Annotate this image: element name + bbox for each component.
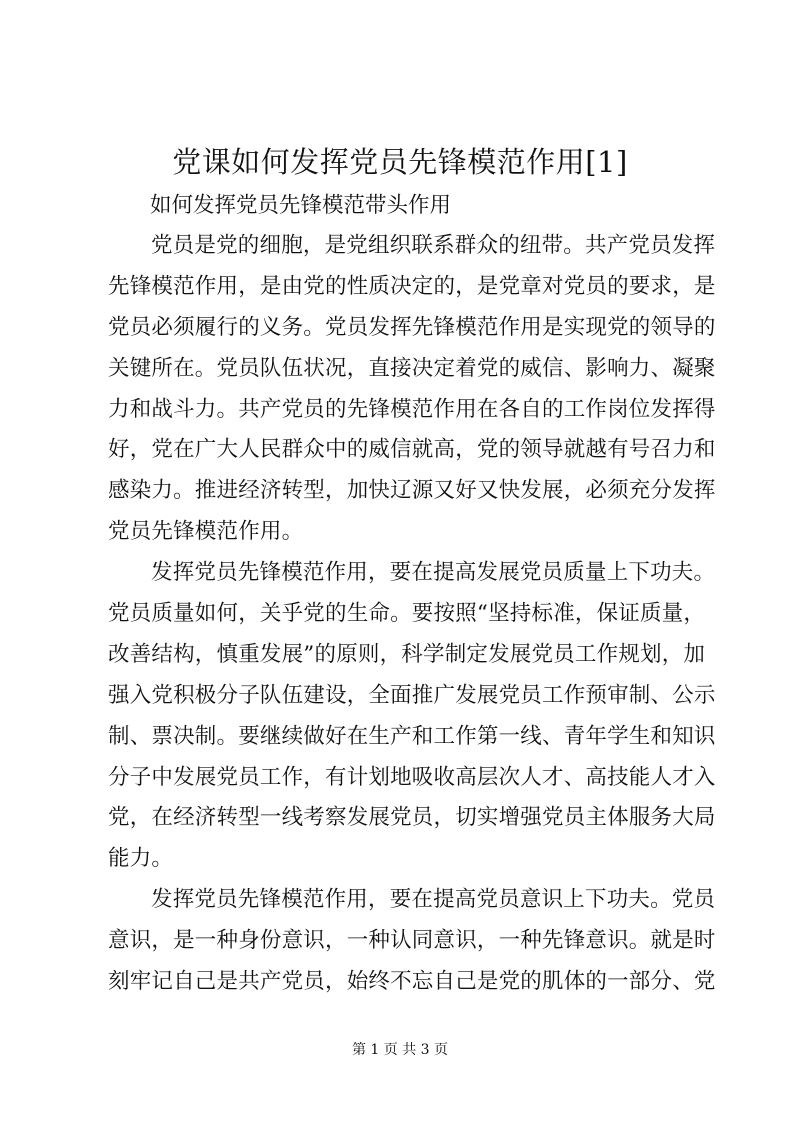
- paragraph-line: 党员必须履行的义务。党员发挥先锋模范作用是实现党的领导的: [108, 314, 716, 340]
- paragraph-line: 党员质量如何，关乎党的生命。要按照“坚持标准，保证质量，: [108, 601, 706, 627]
- paragraph-line: 好，党在广大人民群众中的威信就高，党的领导就越有号召力和: [108, 437, 716, 463]
- document-title: 党课如何发挥党员先锋模范作用[1]: [172, 145, 628, 179]
- paragraph-line: 先锋模范作用，是由党的性质决定的，是党章对党员的要求，是: [108, 273, 716, 299]
- paragraph-line: 强入党积极分子队伍建设，全面推广发展党员工作预审制、公示: [108, 682, 716, 708]
- paragraph-line: 制、票决制。要继续做好在生产和工作第一线、青年学生和知识: [108, 723, 716, 749]
- paragraph-1: [108, 226, 716, 553]
- document-subtitle: 如何发挥党员先锋模范带头作用: [150, 193, 452, 218]
- document-body: [108, 226, 716, 1003]
- paragraph-line: 党，在经济转型一线考察发展党员，切实增强党员主体服务大局: [108, 805, 716, 831]
- paragraph-2: [108, 553, 716, 880]
- page-footer: 第 1 页 共 3 页: [351, 1042, 449, 1058]
- paragraph-line: 改善结构，慎重发展”的原则，科学制定发展党员工作规划，加: [108, 641, 706, 667]
- paragraph-line: 党员先锋模范作用。: [108, 519, 304, 545]
- paragraph-line: 党员是党的细胞，是党组织联系群众的纽带。共产党员发挥: [151, 233, 716, 258]
- paragraph-3: [108, 880, 716, 1003]
- paragraph-line: 发挥党员先锋模范作用，要在提高党员意识上下功夫。党员: [151, 887, 716, 913]
- paragraph-line: 力和战斗力。共产党员的先锋模范作用在各自的工作岗位发挥得: [108, 396, 716, 422]
- paragraph-line: 关键所在。党员队伍状况，直接决定着党的威信、影响力、凝聚: [108, 355, 716, 381]
- paragraph-line: 刻牢记自己是共产党员，始终不忘自己是党的肌体的一部分、党: [108, 969, 716, 995]
- paragraph-line: 能力。: [108, 846, 174, 872]
- paragraph-line: 发挥党员先锋模范作用，要在提高发展党员质量上下功夫。: [151, 560, 716, 586]
- paragraph-line: 分子中发展党员工作，有计划地吸收高层次人才、高技能人才入: [108, 764, 716, 790]
- paragraph-line: 感染力。推进经济转型，加快辽源又好又快发展，必须充分发挥: [108, 478, 716, 504]
- paragraph-line: 意识，是一种身份意识，一种认同意识，一种先锋意识。就是时: [108, 928, 716, 954]
